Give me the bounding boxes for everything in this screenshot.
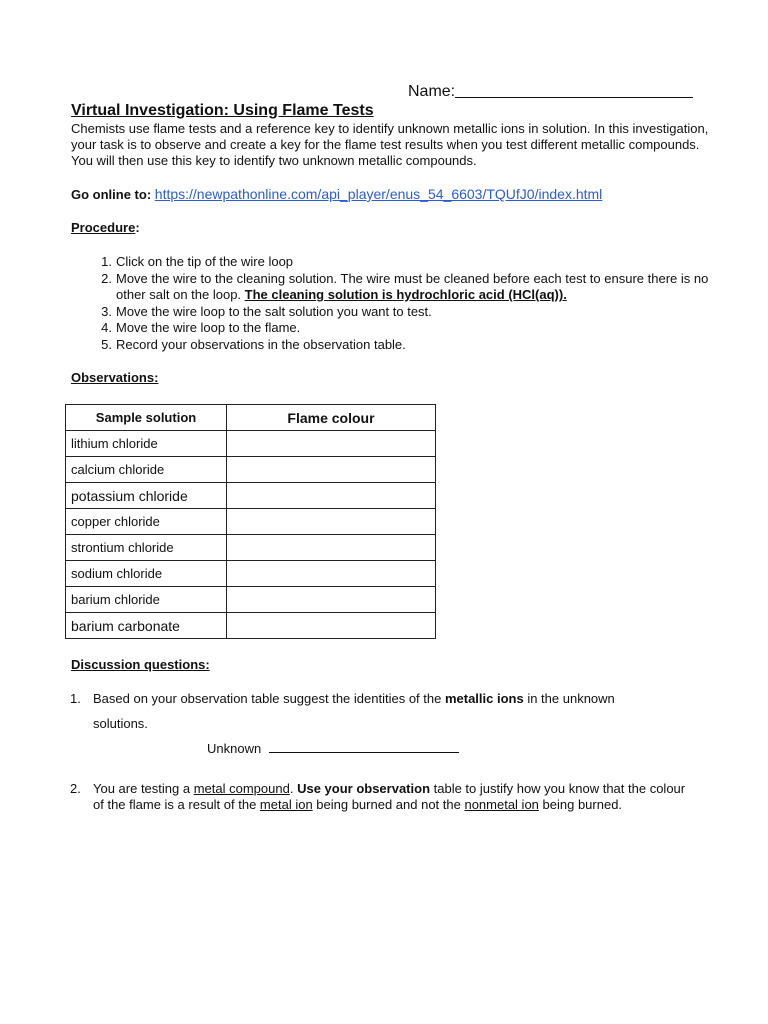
observations-heading: Observations: [71, 370, 159, 385]
table-header-row [66, 405, 436, 431]
q2-text-part: being burned and not the [312, 797, 465, 812]
table-row [66, 457, 436, 483]
flame-colour-cell[interactable] [227, 535, 436, 561]
table-row [66, 431, 436, 457]
sample-cell: calcium chloride [66, 457, 227, 483]
intro-paragraph: Chemists use flame tests and a reference key to identify unknown metallic ions in solution. In this investigation, your task is to observe and create a key for the flame test results when you test different metallic compounds. You will then use this key to identify two unknown metallic compounds. [71, 121, 709, 168]
flame-colour-cell[interactable] [227, 457, 436, 483]
question-number: 2. [70, 781, 81, 796]
observation-table [65, 404, 436, 639]
flame-colour-cell[interactable] [227, 509, 436, 535]
unknown-blank-line[interactable] [269, 739, 459, 753]
flame-colour-cell[interactable] [227, 587, 436, 613]
unknown-label: Unknown [207, 741, 262, 756]
go-online-label: Go online to: [71, 187, 152, 202]
step-text: Move the wire loop to the salt solution you want to test. [116, 304, 432, 319]
step-text: Click on the tip of the wire loop [116, 254, 294, 269]
name-label: Name: [408, 83, 456, 100]
sample-cell: sodium chloride [66, 561, 227, 587]
q2-text-part: table to justify how you know that the colour of the flame is a result of the [93, 781, 686, 812]
question-1-text [93, 691, 713, 707]
discussion-heading: Discussion questions: [71, 657, 210, 672]
step-number: 3. [101, 304, 112, 319]
sample-cell: lithium chloride [66, 431, 227, 457]
step-number: 1. [101, 254, 112, 269]
q2-use-observation: Use your observation [297, 781, 431, 796]
flame-colour-cell[interactable] [227, 483, 436, 509]
flame-colour-cell[interactable] [227, 561, 436, 587]
cleaning-solution-warning: The cleaning solution is hydrochloric acid (HCl(aq)). [244, 287, 567, 302]
column-header-sample: Sample solution [66, 405, 227, 431]
flame-colour-cell[interactable] [227, 431, 436, 457]
step-number: 2. [101, 271, 112, 286]
page-title: Virtual Investigation: Using Flame Tests [71, 102, 374, 119]
step-text: Record your observations in the observation table. [116, 337, 406, 352]
q1-text-part: Based on your observation table suggest the identities of the [93, 691, 445, 706]
table-row [66, 613, 436, 639]
table-row [66, 561, 436, 587]
step-text: Move the wire loop to the flame. [116, 320, 301, 335]
question-number: 1. [70, 691, 81, 706]
sample-cell: copper chloride [66, 509, 227, 535]
q2-text-part: . [289, 781, 298, 796]
procedure-heading-colon: : [135, 220, 140, 235]
go-online-line [71, 186, 602, 202]
q2-text-part: You are testing a [93, 781, 194, 796]
unknown-answer-line [207, 739, 459, 757]
table-row [66, 483, 436, 509]
sample-cell: potassium chloride [66, 483, 227, 509]
name-field [408, 81, 693, 101]
q2-nonmetal-ion: nonmetal ion [464, 797, 539, 812]
procedure-heading-text: Procedure [71, 220, 136, 235]
question-2-text [93, 781, 698, 813]
q2-metal-compound: metal compound [193, 781, 290, 796]
flame-colour-cell[interactable] [227, 613, 436, 639]
table-row [66, 509, 436, 535]
question-1-line2: solutions. [93, 716, 148, 731]
activity-link[interactable]: https://newpathonline.com/api_player/enus_54_6603/TQUfJ0/index.html [154, 186, 603, 202]
column-header-flame-colour: Flame colour [227, 405, 436, 431]
q1-text-part: in the unknown [523, 691, 615, 706]
q2-text-part: being burned. [538, 797, 623, 812]
procedure-heading [71, 220, 140, 236]
step-text-plain: Move the wire to the cleaning solution. The wire must be cleaned before each test to ensure there is no other salt on the loop. [116, 271, 709, 302]
step-number: 5. [101, 337, 112, 352]
table-row [66, 535, 436, 561]
sample-cell: barium carbonate [66, 613, 227, 639]
table-row [66, 587, 436, 613]
q2-metal-ion: metal ion [259, 797, 313, 812]
sample-cell: strontium chloride [66, 535, 227, 561]
sample-cell: barium chloride [66, 587, 227, 613]
step-number: 4. [101, 320, 112, 335]
name-blank-line[interactable] [455, 81, 693, 98]
step-text [116, 271, 716, 303]
q1-metallic-ions: metallic ions [444, 691, 524, 706]
